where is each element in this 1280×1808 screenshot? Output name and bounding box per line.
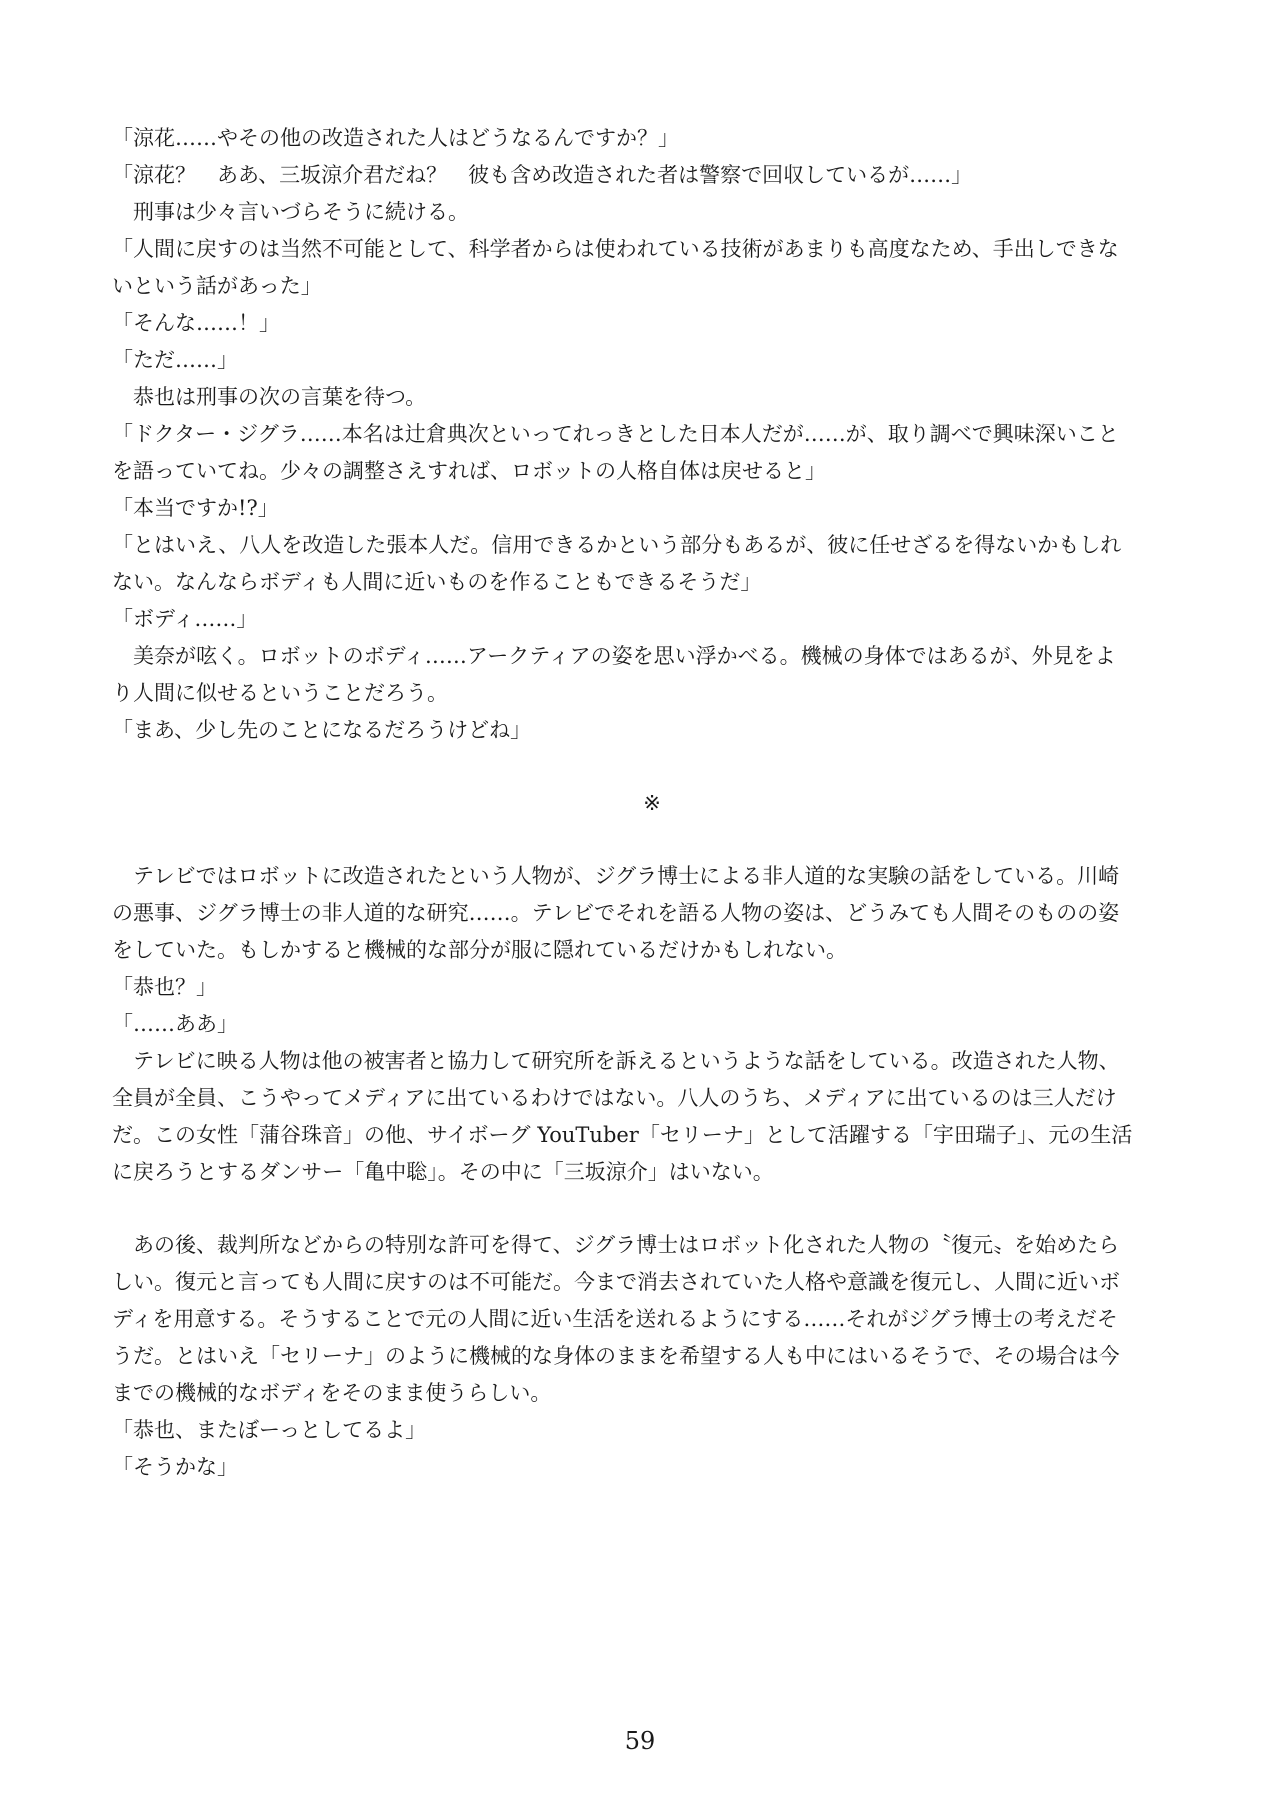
text-line: の悪事、ジグラ博士の非人道的な研究……。テレビでそれを語る人物の姿は、どうみても人間そのものの姿 (112, 901, 1120, 925)
text-line: 「……ああ」 (112, 1012, 238, 1036)
text-line: ない。なんならボディも人間に近いものを作ることもできるそうだ」 (112, 570, 762, 594)
text-line: 「ただ……」 (112, 348, 238, 372)
text-line: 「人間に戻すのは当然不可能として、科学者からは使われている技術があまりも高度なため、手出しできな (112, 237, 1119, 261)
text-line: 「恭也？」 (112, 975, 217, 999)
text-line: あの後、裁判所などからの特別な許可を得て、ジグラ博士はロボット化された人物の〝復元〟を始めたら (112, 1233, 1120, 1257)
text-line: 「ドクター・ジグラ……本名は辻倉典次といってれっきとした日本人だが……が、取り調べで興味深いこと (112, 422, 1119, 446)
text-line: だ。この女性「蒲谷珠音」の他、サイボーグ YouTuber「セリーナ」として活躍する「宇田瑞子」、元の生活 (112, 1123, 1133, 1147)
blank-line (112, 822, 1192, 858)
text-line: いという話があった」 (112, 274, 322, 298)
text-line: 「そんな……！」 (112, 311, 280, 335)
text-line: 恭也は刑事の次の言葉を待つ。 (112, 385, 427, 409)
text-line: 「本当ですか!?」 (112, 496, 279, 520)
text-line: 「恭也、またぼーっとしてるよ」 (112, 1418, 427, 1442)
text-line: 「ボディ……」 (112, 607, 258, 631)
text-line: をしていた。もしかすると機械的な部分が服に隠れているだけかもしれない。 (112, 938, 847, 962)
blank-line (112, 1191, 1192, 1227)
text-line: 「まあ、少し先のことになるだろうけどね」 (112, 718, 532, 742)
text-line: 全員が全員、こうやってメディアに出ているわけではない。八人のうち、メディアに出ているのは三人だけ (112, 1086, 1117, 1110)
scene-break-mark: ※ (643, 791, 661, 815)
section-restoration (112, 1227, 1192, 1486)
section-dialogue (112, 120, 1192, 749)
section-television (112, 858, 1192, 1191)
text-line: 刑事は少々言いづらそうに続ける。 (112, 200, 469, 224)
text-line: り人間に似せるということだろう。 (112, 681, 448, 705)
body-text (112, 120, 1192, 1486)
text-line: を語っていてね。少々の調整さえすれば、ロボットの人格自体は戻せると」 (112, 459, 826, 483)
text-line: しい。復元と言っても人間に戻すのは不可能だ。今まで消去されていた人格や意識を復元し、人間に近いボ (112, 1270, 1120, 1294)
text-line: ディを用意する。そうすることで元の人間に近い生活を送れるようにする……それがジグラ博士の考えだそ (112, 1307, 1118, 1331)
text-line: 「涼花……やその他の改造された人はどうなるんですか？」 (112, 126, 679, 150)
text-line: 「そうかな」 (112, 1455, 238, 1479)
text-line: に戻ろうとするダンサー「亀中聡」。その中に「三坂涼介」はいない。 (112, 1160, 774, 1184)
blank-line (112, 749, 1192, 785)
text-line: テレビではロボットに改造されたという人物が、ジグラ博士による非人道的な実験の話をしている。川崎 (112, 864, 1120, 888)
text-line: 「涼花？ ああ、三坂涼介君だね？ 彼も含め改造された者は警察で回収しているが……」 (112, 163, 973, 187)
text-line: までの機械的なボディをそのまま使うらしい。 (112, 1381, 552, 1405)
text-line: 美奈が呟く。ロボットのボディ……アークティアの姿を思い浮かべる。機械の身体ではあるが、外見をよ (112, 644, 1116, 668)
text-line: 「とはいえ、八人を改造した張本人だ。信用できるかという部分もあるが、彼に任せざるを得ないかもしれ (112, 533, 1122, 557)
page-number: 59 (624, 1727, 656, 1755)
text-line: テレビに映る人物は他の被害者と協力して研究所を訴えるというような話をしている。改造された人物、 (112, 1049, 1120, 1073)
text-line: うだ。とはいえ「セリーナ」のように機械的な身体のままを希望する人も中にはいるそうで、その場合は今 (112, 1344, 1120, 1368)
